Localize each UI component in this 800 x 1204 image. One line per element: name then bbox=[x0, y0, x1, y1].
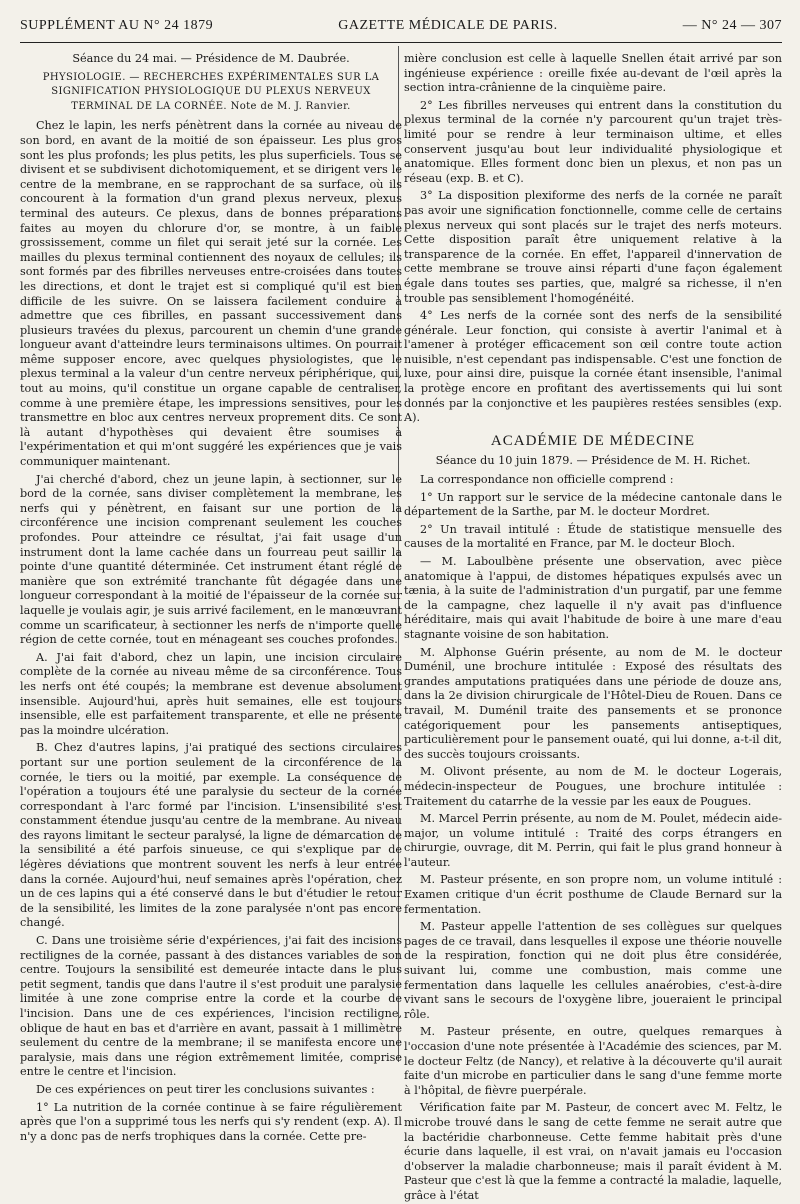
paragraph: Chez le lapin, les nerfs pénètrent dans la cornée au niveau de son bord, en avant de la moitié de son épaisseur. Les plus gros sont les plus profonds; les plus petits, les plus superficiels. Tous se divisent et se subdivisent dichotomiquement, et se dirigent vers le centre de la membrane, en se rapprochant de sa surface, où ils concourent à la formation d'un grand plexus nerveux, plexus terminal des auteurs. Ce plexus, dans de bonnes préparations faites au moyen du chlorure d'or, se montre, à un faible grossissement, comme un filet qui serait jeté sur la cornée. Les mailles du plexus terminal contiennent des noyaux de cellules; ils sont formés par des fibrilles nerveuses entre-croisées dans toutes les directions, et dont le trajet est si compliqué qu'il est bien difficile de les suivre. On se laissera facilement conduire à admettre que ces fibrilles, en passant successivement dans plusieurs travées du plexus, parcourent un chemin d'une grande longueur avant d'atteindre leurs terminaisons ultimes. On pourrait même supposer encore, avec quelques physiologistes, que le plexus terminal a la valeur d'un centre nerveux périphérique, qui, tout au moins, qu'il constitue un organe capable de centraliser, comme à une première étape, les impressions sensitives, pour les transmettre en bloc aux centres nerveux proprement dits. Ce sont là autant d'hypothèses qui devaient être soumises à l'expérimentation et qui m'ont suggéré les expériences que je vais communiquer maintenant. bbox=[20, 119, 402, 469]
paragraph: A. J'ai fait d'abord, chez un lapin, une incision circulaire complète de la cornée au niveau même de sa circonférence. Tous les nerfs ont été coupés; la membrane est devenue absolument insensible. Aujourd'hui, après huit semaines, elle est toujours insensible, elle est parfaitement transparente, et elle ne présente pas la moindre ulcération. bbox=[20, 650, 402, 737]
paragraph: Vérification faite par M. Pasteur, de concert avec M. Feltz, le microbe trouvé dans le sang de cette femme ne serait autre que la bactéridie charbonneuse. Cette femme habitait près d'une écurie dans laquelle, il est vrai, on n'avait jamais eu l'occasion d'observer la maladie charbonneuse; mais il paraît évident à M. Pasteur que c'est là que la femme a contracté la maladie, laquelle, grâce à l'état bbox=[404, 1101, 782, 1202]
paragraph: B. Chez d'autres lapins, j'ai pratiqué des sections circulaires portant sur une portion seulement de la circonférence de la cornée, le tiers ou la moitié, par exemple. La conséquence de l'opération a toujours été une paralysie du secteur de la cornée correspondant à l'arc formé par l'incision. L'insensibilité s'est constamment étendue jusqu'au centre de la membrane. Au niveau des rayons limitant le secteur paralysé, la ligne de démarcation de la sensibilité a été parfois sinueuse, ce qui s'explique par de légères déviations que montrent souvent les nerfs à leur entrée dans la cornée. Aujourd'hui, neuf semaines après l'opération, chez un de ces lapins qui a été conservé dans le but d'étudier le retour de la sensibilité, les limites de la zone paralysée n'ont pas encore changé. bbox=[20, 741, 402, 930]
header-supplement: SUPPLÉMENT AU N° 24 1879 bbox=[20, 18, 214, 33]
paragraph: M. Olivont présente, au nom de M. le docteur Logerais, médecin-inspecteur de Pougues, une brochure intitulée : Traitement du catarrhe de la vessie par les eaux de Pougues. bbox=[404, 765, 782, 808]
header-journal-title: GAZETTE MÉDICALE DE PARIS. bbox=[338, 18, 558, 33]
session-heading: Séance du 10 juin 1879. — Présidence de M. H. Richet. bbox=[435, 454, 751, 468]
paragraph: mière conclusion est celle à laquelle Snellen était arrivé par son ingénieuse expérience : oreille fixée au-devant de l'œil après la section intra-crânienne de la cinquième paire. bbox=[404, 52, 782, 95]
paragraph: C. Dans une troisième série d'expériences, j'ai fait des incisions rectilignes de la cornée, passant à des distances variables de son centre. Toujours la sensibilité est demeurée intacte dans le plus petit segment, tandis que dans l'autre il s'est produit une paralysie limitée à une zone comprise entre la corde et la courbe de l'incision. Dans une de ces expériences, l'incision rectiligne, oblique de haut en bas et d'arrière en avant, passait à 1 millimètre seulement du centre de la membrane; il se manifesta encore une paralysie, mais dans une région extrêmement limitée, comprise entre le centre et l'incision. bbox=[20, 934, 402, 1079]
paragraph: 2° Les fibrilles nerveuses qui entrent dans la constitution du plexus terminal de la cornée n'y parcourent qu'un trajet très-limité pour se rendre à leur terminaison ultime, et elles conservent jusqu'au bout leur individualité physiologique et anatomique. Elles forment donc bien un plexus, et non pas un réseau (exp. B. et C). bbox=[404, 98, 782, 185]
paragraph: J'ai cherché d'abord, chez un jeune lapin, à sectionner, sur le bord de la cornée, sans diviser complètement la membrane, les nerfs qui y pénètrent, en faisant sur une portion de la circonférence une incision comprenant seulement les couches profondes. Pour atteindre ce résultat, j'ai fait usage d'un instrument dont la lame cachée dans un fourreau peut saillir la pointe d'une quantité déterminée. Cet instrument étant réglé de manière que son extrémité tranchante fût dégagée dans une longueur correspondant à la moitié de l'épaisseur de la cornée sur laquelle je voulais agir, je suis arrivé facilement, en le manœuvrant comme un scarificateur, à sectionner les nerfs de n'importe quelle région de cette cornée, tout en ménageant ses couches profondes. bbox=[20, 472, 402, 647]
paragraph: De ces expériences on peut tirer les conclusions suivantes : bbox=[36, 1082, 375, 1096]
paragraph: 4° Les nerfs de la cornée sont des nerfs de la sensibilité générale. Leur fonction, qui consiste à avertir l'animal et à l'amener à protéger efficacement son œil contre toute action nuisible, n'est cependant pas indispensable. C'est une fonction de luxe, pour ainsi dire, puisque la cornée étant insensible, l'animal la protège encore en profitant des avertissements qui lui sont donnés par la conjonctive et les paupières restées sensibles (exp. A). bbox=[404, 309, 782, 425]
paragraph: M. Alphonse Guérin présente, au nom de M. le docteur Duménil, une brochure intitulée : Exposé des résultats des grandes amputations pratiquées dans une période de douze ans, dans la 2e division chirurgicale de l'Hôtel-Dieu de Rouen. Dans ce travail, M. Duménil traite des pansements et se prononce catégoriquement pour les pansements antiseptiques, particulièrement pour le pansement ouaté, qui lui donne, a-t-il dit, des succès toujours croissants. bbox=[404, 645, 782, 761]
paragraph: 1° La nutrition de la cornée continue à se faire régulièrement après que l'on a supprimé tous les nerfs qui s'y rendent (exp. A). Il n'y a donc pas de nerfs trophiques dans la cornée. Cette pre- bbox=[20, 1100, 402, 1143]
paragraph: — M. Laboulbène présente une observation, avec pièce anatomique à l'appui, de distomes hépatiques expulsés avec un tænia, à la suite de l'administration d'un purgatif, par une femme de la campagne, chez laquelle il n'y avait pas d'influence héréditaire, mais qui avait l'habitude de boire à une mare d'eau stagnante voisine de son habitation. bbox=[404, 555, 782, 641]
section-title: ACADÉMIE DE MÉDECINE bbox=[490, 432, 696, 449]
paragraph: M. Pasteur présente, en outre, quelques remarques à l'occasion d'une note présentée à l'Académie des sciences, par M. le docteur Feltz (de Nancy), et relative à la découverte qu'il aurait faite d'un microbe en particulier dans le sang d'une femme morte à l'hôpital, de fièvre puerpérale. bbox=[404, 1025, 782, 1097]
paragraph: La correspondance non officielle comprend : bbox=[420, 473, 674, 487]
header-page-number: — N° 24 — 307 bbox=[682, 18, 782, 33]
session-heading: Séance du 24 mai. — Présidence de M. Daubrée. bbox=[72, 52, 350, 65]
paragraph: 2° Un travail intitulé : Étude de statistique mensuelle des causes de la mortalité en France, par M. le docteur Bloch. bbox=[404, 522, 782, 551]
left-column bbox=[20, 52, 402, 1143]
paragraph: M. Pasteur présente, en son propre nom, un volume intitulé : Examen critique d'un écrit posthume de Claude Bernard sur la fermentation. bbox=[404, 873, 782, 916]
page-header bbox=[20, 14, 782, 38]
paragraph: 3° La disposition plexiforme des nerfs de la cornée ne paraît pas avoir une signification fonctionnelle, comme celle de certains plexus nerveux qui sont placés sur le trajet des nerfs moteurs. Cette disposition paraît être uniquement relative à la transparence de la cornée. En effet, l'appareil d'innervation de cette membrane se trouve ainsi réparti d'une façon également égale dans toutes ses parties, que, malgré sa richesse, il n'en trouble pas sensiblement l'homogénéité. bbox=[404, 189, 782, 305]
paragraph: M. Marcel Perrin présente, au nom de M. Poulet, médecin aide-major, un volume intitulé : Traité des corps étrangers en chirurgie, ouvrage, dit M. Perrin, qui fait le plus grand honneur à l'auteur. bbox=[404, 812, 782, 869]
right-column bbox=[404, 52, 782, 1202]
paragraph: M. Pasteur appelle l'attention de ses collègues sur quelques pages de ce travail, dans lesquelles il expose une théorie nouvelle de la respiration, fonction qui ne doit plus être considérée, suivant lui, comme une combustion, mais comme une fermentation dans laquelle les cellules anaérobies, c'est-à-dire vivant sans le secours de l'oxygène libre, joueraient le principal rôle. bbox=[404, 920, 782, 1021]
paragraph: 1° Un rapport sur le service de la médecine cantonale dans le département de la Sarthe, par M. le docteur Mordret. bbox=[404, 490, 782, 519]
header-rule bbox=[20, 42, 782, 43]
article-title: PHYSIOLOGIE. — RECHERCHES EXPÉRIMENTALES SUR LA SIGNIFICATION PHYSIOLOGIQUE DU PLEXUS NERVEUX TERMINAL DE LA CORNÉE. Note de M. J. Ranvier. bbox=[42, 71, 380, 112]
